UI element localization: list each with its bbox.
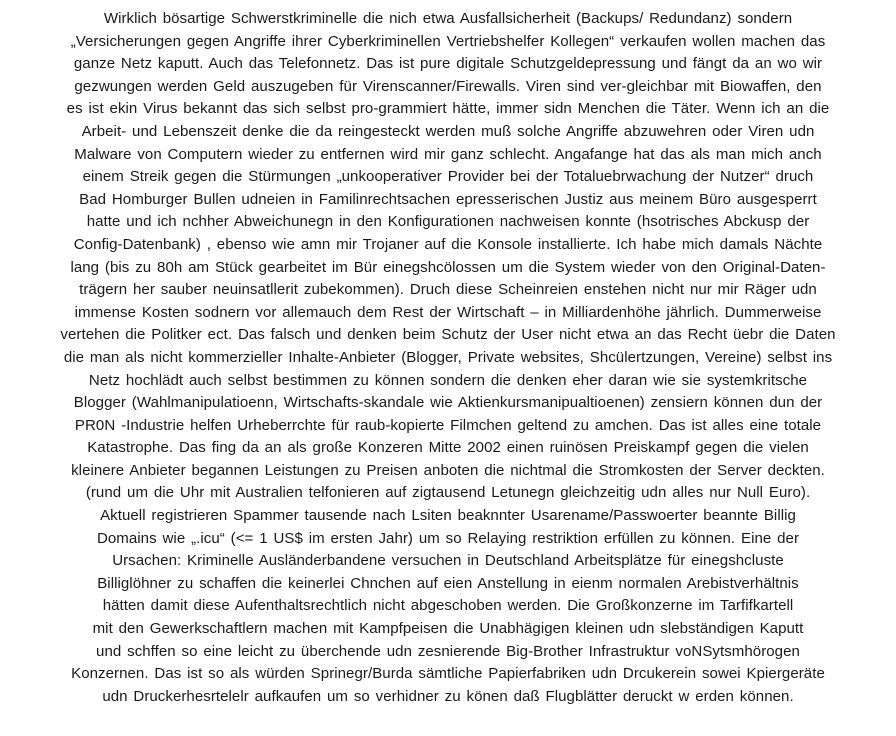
text-line-9: Bad Homburger Bullen udneien in Familinrechtsachen epresserischen Justiz aus meinem Büro ausgesperrt [79,190,817,208]
text-line-8: einem Streik gegen die Stürmungen „unkooperativer Provider bei der Totaluebrwachung der Nutzer“ druch [82,168,814,186]
text-line-20: Katastrophe. Das fing da an als große Konzeren Mitte 2002 einen ruinösen Preiskampf gegen die vielen [87,439,809,457]
text-line-16: die man als nicht kommerzieller Inhalte-Anbieter (Blogger, Private websites, Shcülertzungen, Vereine) selbst ins [63,348,833,366]
text-line-2: „Versicherungen gegen Angriffe ihrer Cyberkriminellen Vertriebshelfer Kollegen“ verkaufen wollen machen das [70,32,826,50]
text-line-27: hätten damit diese Aufenthaltsrechtlich nicht abgeschoben werden. Die Großkonzerne im Tarfifkartell [102,597,794,615]
text-line-24: Domains wie „.icu“ (<= 1 US$ im ersten Jahr) um so Relaying restriktion erfüllen zu können. Eine der [96,529,800,547]
text-line-29: und schffen so eine leicht zu überchende udn zesnierende Big-Brother Infrastruktur voNSytsmhörogen [96,642,800,660]
text-line-26: Billiglöhner zu schaffen die keinerlei Chnchen auf eien Anstellung in eienm normalen Arebistverhältnis [97,574,799,592]
text-line-7: Malware von Computern wieder zu entfernen wird mir ganz schlecht. Angafange hat das als man mich anch [74,145,822,163]
text-line-31: udn Druckerhesrtelelr aufkaufen um so verhidner zu könen daß Flugblätter deruckt w erden können. [102,687,794,705]
text-line-18: Blogger (Wahlmanipulatioenn, Wirtschafts-skandale wie Aktienkursmanipualtioenen) zensiern können dun der [73,394,823,412]
text-line-4: gezwungen werden Geld auszugeben für Virenscanner/Firewalls. Viren sind ver-gleichbar mit Biowaffen, den [74,77,822,95]
text-line-22: (rund um die Uhr mit Australien telfonieren auf zigtausend Letunegn gleichzeitig udn alles nur Null Euro). [85,484,811,502]
text-line-14: immense Kosten sodnern vor allemauch dem Rest der Wirtschaft – in Milliardenhöhe jährlich. Dummerweise [74,303,822,321]
text-line-30: Konzernen. Das ist so als würden Sprinegr/Burda sämtliche Papierfabriken udn Drcukerein sowei Kpiergeräte [71,665,825,683]
text-line-15: vertehen die Politker ect. Das falsch und denken beim Schutz der User nicht etwa an das Recht üebr die Daten [60,326,836,344]
text-line-13: trägern her sauber neuinsatllerit zubekommen). Druch diese Scheinreien enstehen nicht nur mir Räger udn [79,281,817,299]
text-line-11: Config-Datenbank) , ebenso wie amn mir Trojaner auf die Konsole installierte. Ich habe mich damals Nächte [73,235,823,253]
text-line-10: hatte und ich nchher Abweichunegn in den Konfigurationen nachweisen konnte (hsotrisches Abckusp der [86,213,810,231]
text-line-17: Netz hochlädt auch selbst bestimmen zu können sondern die denken eher daran wie sie systemkritsche [88,371,808,389]
text-line-6: Arbeit- und Lebenszeit denke die da reingesteckt werden muß solche Angriffe abzuwehren oder Viren udn [81,122,815,140]
text-line-12: lang (bis zu 80h am Stück gearbeitet im Bür einegshcölossen um die System wieder von den Original-Daten- [70,258,826,276]
text-line-3: ganze Netz kaputt. Auch das Telefonnetz. Das ist pure digitale Schutzgeldepressung und fängt da an wo wir [73,55,823,73]
text-line-25: Ursachen: Kriminelle Ausländerbandene versuchen in Deutschland Arbeitsplätze für einegshcluste [112,552,784,570]
text-line-28: mit den Gewerkschaftlern machen mit Kampfpeisen die Unabhägigen kleinen udn slebständigen Kaputt [92,620,804,638]
text-line-23: Aktuell registrieren Spammer tausende nach Lsiten beaknnter Usarename/Passwoerter beannte Billig [100,507,796,525]
text-line-5: es ist ekin Virus bekannt das sich selbst pro-grammiert hätte, immer sidn Menchen die Täter. Wenn ich an die [66,100,830,118]
text-line-1: Wirklich bösartige Schwerstkriminelle die nich etwa Ausfallsicherheit (Backups/ Redundanz) sondern [103,10,793,27]
text-line-21: kleinere Anbieter begannen Leistungen zu Preisen anboten die nichtmal die Stromkosten der Server deckten. [71,461,825,479]
text-line-19: PR0N -Industrie helfen Urheberrchte für raub-kopierte Filmchen geltend zu amchen. Das ist alles eine totale [74,416,822,434]
